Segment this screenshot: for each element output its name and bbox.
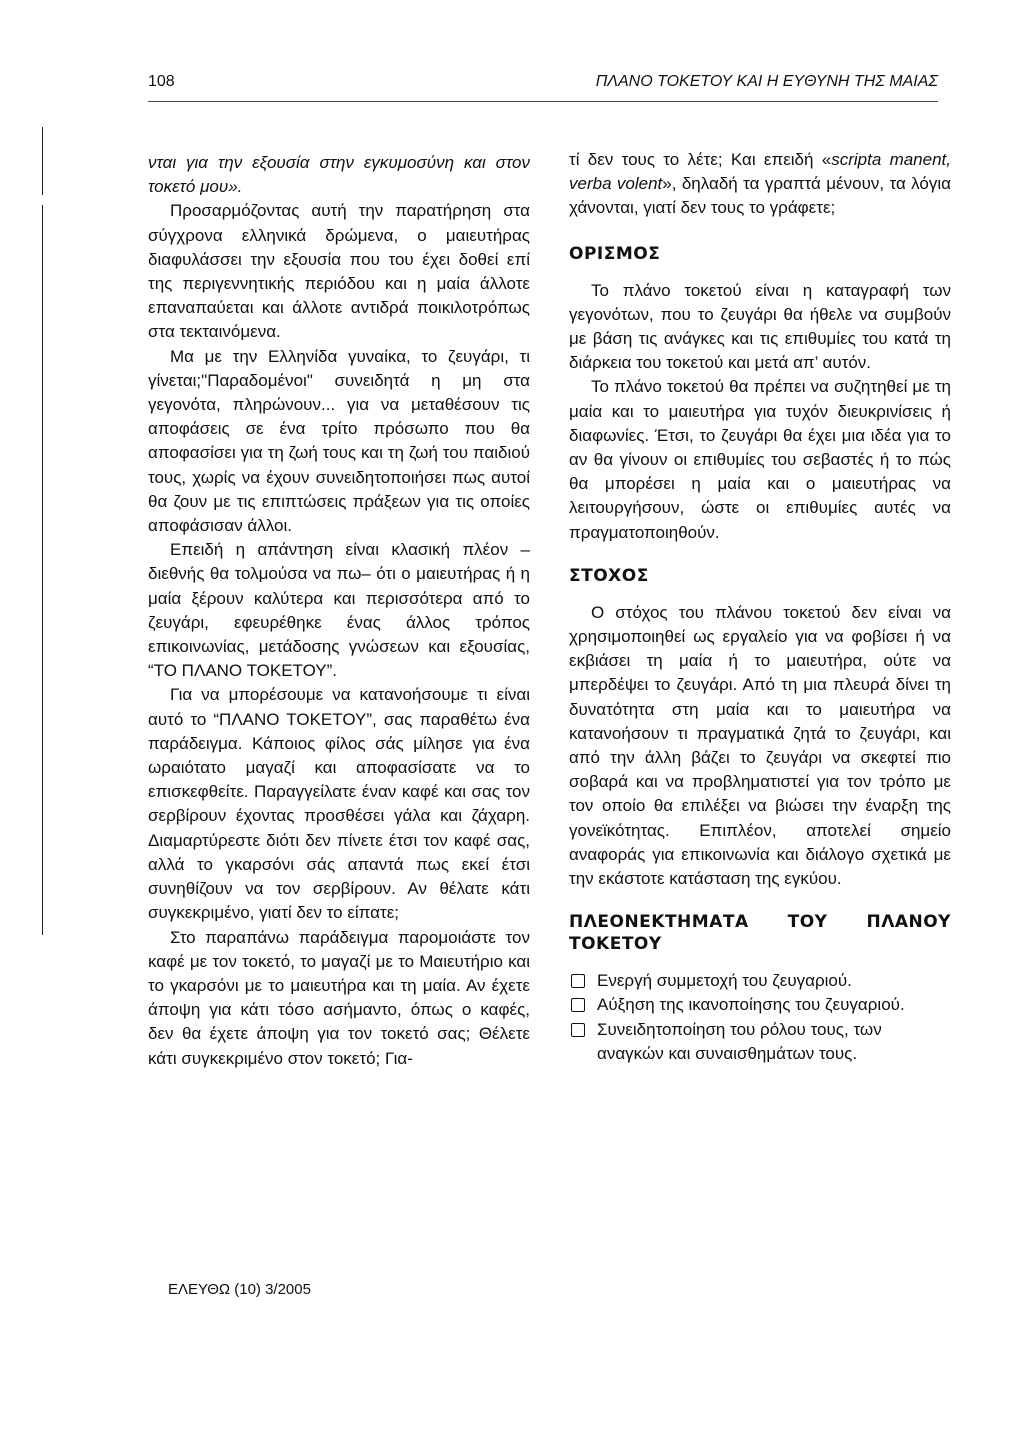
checkbox-icon [571,998,585,1012]
section-heading-goal: ΣΤΟΧΟΣ [569,565,649,586]
advantages-list [569,969,951,1066]
paragraph: Το πλάνο τοκετού θα πρέπει να συζητηθεί με τη μαία και το μαιευτήρα για τυχόν διευκρινίσεις ή διαφωνίες. Έτσι, το ζευγάρι θα έχει μια ιδέα για το αν θα γίνουν οι επιθυμίες του σεβαστές ή το πώς θα μπορέσει η μαία και ο μαιευτήρας να λειτουργήσουν, ώστε οι επιθυμίες αυτές να πραγματοποιηθούν. [569,377,951,542]
list-item-text: Ενεργή συμμετοχή του ζευγαριού. [597,971,852,991]
margin-mark [42,127,43,195]
paragraph: Προσαρμόζοντας αυτή την παρατήρηση στα σύγχρονα ελληνικά δρώμενα, ο μαιευτήρας διαφυλάσσει την εξουσία που του έχει δοθεί επί της περιγεννητικής περιόδου και η μαία άλλοτε επαναπαύεται και άλλοτε αντιδρά ποικιλοτρόπως στα τεκταινόμενα. [148,201,530,342]
list-item-text: Συνειδητοποίηση του ρόλου τους, των αναγκών και συναισθημάτων τους. [597,1019,882,1063]
running-header [148,72,938,102]
paragraph: Το πλάνο τοκετού είναι η καταγραφή των γεγονότων, που το ζευγάρι θα ήθελε να συμβούν με βάση τις ανάγκες και τις επιθυμίες του κατά τη διάρκεια του τοκετού και μετά απ’ αυτόν. [569,280,951,373]
latin-quote: scripta manent, verba volent [569,150,951,194]
right-column [569,148,951,1066]
paragraph: Στο παραπάνω παράδειγμα παρομοιάστε τον καφέ με τον τοκετό, το μαγαζί με το Μαιευτήριο και το γκαρσόνι με το μαιευτήρα και τη μαία. Αν έχετε άποψη για κάτι τόσο ασήμαντο, όπως ο καφές, δεν θα έχετε άποψη για τον τοκετό σας; Θέλετε κάτι συγκεκριμένο στον τοκετό; Για- [148,927,530,1068]
list-item [569,993,951,1017]
paragraph: Επειδή η απάντηση είναι κλασική πλέον –διεθνής θα τολμούσα να πω– ότι ο μαιευτήρας ή η μαία ξέρουν καλύτερα και περισσότερα από το ζευγάρι, εφευρέθηκε ένας άλλος τρόπος επικοινωνίας, μετάδοσης γνώσεων και εξουσίας, “ΤΟ ΠΛΑΝΟ ΤΟΚΕΤΟΥ”. [148,540,530,681]
paragraph: Για να μπορέσουμε να κατανοήσουμε τι είναι αυτό το “ΠΛΑΝΟ ΤΟΚΕΤΟΥ”, σας παραθέτω ένα παράδειγμα. Κάποιος φίλος σάς μίλησε για ένα ωραιότατο μαγαζί και αποφασίσατε να το επισκεφθείτε. Παραγγείλατε έναν καφέ και σας τον σερβίρουν έχοντας προσθέσει γάλα και ζάχαρη. Διαμαρτύρεστε διότι δεν πίνετε έτσι τον καφέ σας, αλλά το γκαρσόνι σάς απαντά πως εκεί έτσι συνηθίζουν να τον σερβίρουν. Αν θέλατε κάτι συγκεκριμένο, γιατί δεν το είπατε; [148,685,530,923]
checkbox-icon [571,1023,585,1037]
running-title: ΠΛΑΝΟ ΤΟΚΕΤΟΥ ΚΑΙ Η ΕΥΘΥΝΗ ΤΗΣ ΜΑΙΑΣ [595,73,938,90]
paragraph-text: τί δεν τους το λέτε; Και επειδή « [569,150,832,169]
journal-footer: ΕΛΕΥΘΩ (10) 3/2005 [168,1281,311,1298]
paragraph: Ο στόχος του πλάνου τοκετού δεν είναι να χρησιμοποιηθεί ως εργαλείο για να φοβίσει ή να εκβιάσει τη μαία ή το μαιευτήρα, ούτε να μπερδέψει το ζευγάρι. Από τη μια πλευρά δίνει τη δυνατότητα στη μαία και το μαιευτήρα να κατανοήσουν τι πραγματικά ζητά το ζευγάρι, και από την άλλη βάζει το ζευγάρι να σκεφτεί πιο σοβαρά και να προβληματιστεί για τον τρόπο με τον οποίο θα επιλέξει να βιώσει την έναρξη της γονεϊκότητας. Επιπλέον, αποτελεί σημείο αναφοράς για επικοινωνία και διάλογο σχετικά με την εκάστοτε κατάσταση της εγκύου. [569,602,951,889]
list-item [569,969,951,993]
margin-mark [42,205,43,935]
list-item-text: Αύξηση της ικανοποίησης του ζευγαριού. [597,995,905,1015]
section-heading-definition: ΟΡΙΣΜΟΣ [569,243,661,264]
page-number: 108 [148,73,175,90]
header-rule [148,101,938,102]
section-heading-advantages: ΠΛΕΟΝΕΚΤΗΜΑΤΑ ΤΟΥ ΠΛΑΝΟΥ ΤΟΚΕΤΟΥ [569,912,951,955]
paragraph: νται για την εξουσία στην εγκυμοσύνη και στον τοκετό μου». [148,153,530,197]
list-item [569,1018,951,1066]
paragraph [569,148,951,221]
checkbox-icon [571,974,585,988]
paragraph-text: », δηλαδή τα γραπτά μένουν, τα λόγια χάνονται, γιατί δεν τους το γράφετε; [569,174,951,218]
left-column [148,151,530,1071]
paragraph: Μα με την Ελληνίδα γυναίκα, το ζευγάρι, τι γίνεται;"Παραδομένοι" συνειδητά η μη στα γεγονότα, πληρώνουν... για να μεταθέσουν τις αποφάσεις σε ένα τρίτο πρόσωπο που θα αποφασίσει για τη ζωή τους και τη ζωή του παιδιού τους, χωρίς να έχουν συνειδητοποιήσει πως αυτοί θα ζουν με τις επιπτώσεις πράξεων για τις οποίες αποφάσισαν άλλοι. [148,346,530,536]
